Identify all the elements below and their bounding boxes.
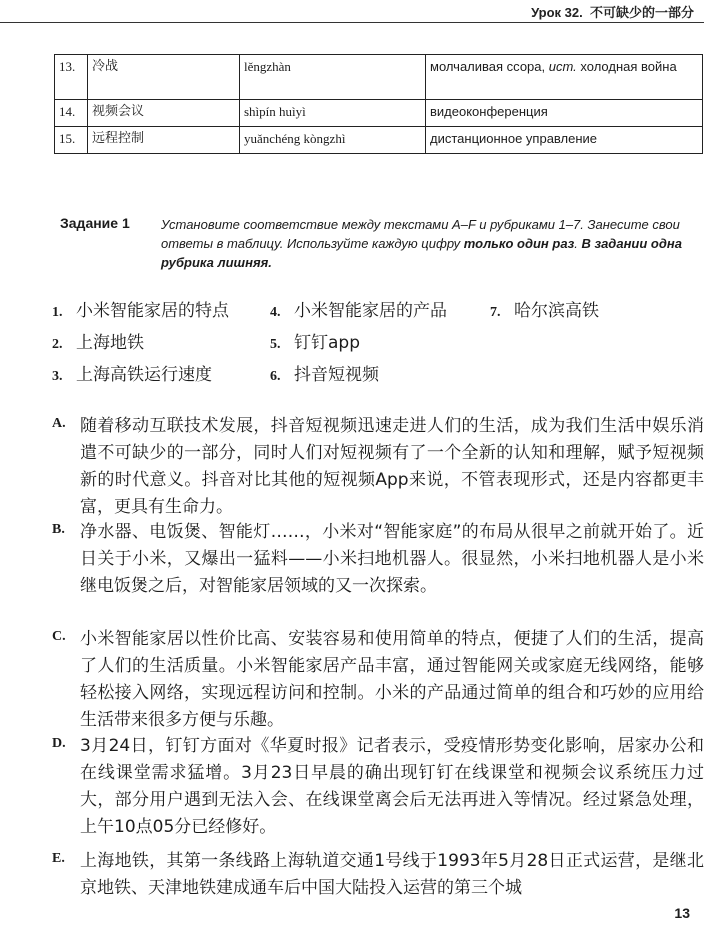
header-rule	[0, 22, 704, 23]
table-row	[55, 127, 703, 154]
text-body: 小米智能家居以性价比高、安装容易和使用简单的特点，便捷了人们的生活，提高了人们的生活质量。小米智能家居产品丰富，通过智能网关或家庭无线网络，能够轻松接入网络，实现远程访问和控制。小米的产品通过简单的组合和巧妙的应用给生活带来很多方便与乐趣。	[80, 629, 704, 730]
vocab-table	[54, 54, 703, 154]
text-letter: C.	[52, 629, 66, 644]
vocab-num: 14.	[55, 100, 88, 127]
vocab-translation: видеоконференция	[426, 100, 703, 127]
table-row	[55, 100, 703, 127]
vocab-num: 13.	[55, 55, 88, 100]
rubric-item: 1. 小米智能家居的特点	[52, 301, 229, 321]
vocab-pinyin: lěngzhàn	[240, 55, 426, 100]
text-letter: E.	[52, 851, 65, 866]
text-b	[52, 519, 704, 600]
rubric-item: 4. 小米智能家居的产品	[270, 301, 447, 321]
text-body: 净水器、电饭煲、智能灯……，小米对“智能家庭”的布局从很早之前就开始了。近日关于小米，又爆出一猛料——小米扫地机器人。很显然，小米扫地机器人是小米继电饭煲之后，对智能家居领域的又一次探索。	[80, 522, 704, 596]
vocab-num: 15.	[55, 127, 88, 154]
text-body: 随着移动互联技术发展，抖音短视频迅速走进人们的生活，成为我们生活中娱乐消遣不可缺少的一部分，同时人们对短视频有了一个全新的认知和理解，赋予短视频新的时代意义。抖音对比其他的短视频App来说，不管表现形式，还是内容都更丰富，更具有生命力。	[80, 416, 704, 517]
vocab-translation: дистанционное управление	[426, 127, 703, 154]
vocab-hanzi: 冷战	[88, 55, 240, 100]
text-letter: D.	[52, 736, 66, 751]
rubric-item: 5. 钉钉app	[270, 333, 360, 353]
rubric-item: 3. 上海高铁运行速度	[52, 365, 212, 385]
table-row	[55, 55, 703, 100]
text-c	[52, 626, 704, 734]
running-head: Урок 32. 不可缺少的一部分	[531, 5, 694, 20]
vocab-pinyin: yuǎnchéng kòngzhì	[240, 127, 426, 154]
task-instructions: Установите соответствие между текстами A–F и рубриками 1–7. Занесите свои ответы в таблицу. Используйте каждую цифру только один раз. В задании одна рубрика лишняя.	[161, 217, 682, 270]
page-header	[0, 0, 704, 20]
vocab-hanzi: 远程控制	[88, 127, 240, 154]
text-letter: A.	[52, 416, 66, 431]
text-body: 上海地铁，其第一条线路上海轨道交通1号线于1993年5月28日正式运营，是继北京地铁、天津地铁建成通车后中国大陆投入运营的第三个城	[80, 851, 704, 898]
text-d	[52, 733, 704, 841]
task-label: Задание 1	[60, 215, 130, 231]
rubric-item: 2. 上海地铁	[52, 333, 144, 353]
text-a	[52, 413, 704, 521]
vocab-pinyin: shìpín huìyì	[240, 100, 426, 127]
rubric-item: 6. 抖音短视频	[270, 365, 379, 385]
vocab-hanzi: 视频会议	[88, 100, 240, 127]
page-number: 13	[674, 905, 690, 921]
text-body: 3月24日，钉钉方面对《华夏时报》记者表示，受疫情形势变化影响，居家办公和在线课堂需求猛增。3月23日早晨的确出现钉钉在线课堂和视频会议系统压力过大，部分用户遇到无法入会、在线课堂离会后无法再进入等情况。经过紧急处理，上午10点05分已经修好。	[80, 736, 704, 837]
text-letter: B.	[52, 522, 65, 537]
vocab-translation: молчаливая ссора, ист. холодная война	[426, 55, 703, 100]
text-e	[52, 848, 704, 902]
rubric-item: 7. 哈尔滨高铁	[490, 301, 599, 321]
